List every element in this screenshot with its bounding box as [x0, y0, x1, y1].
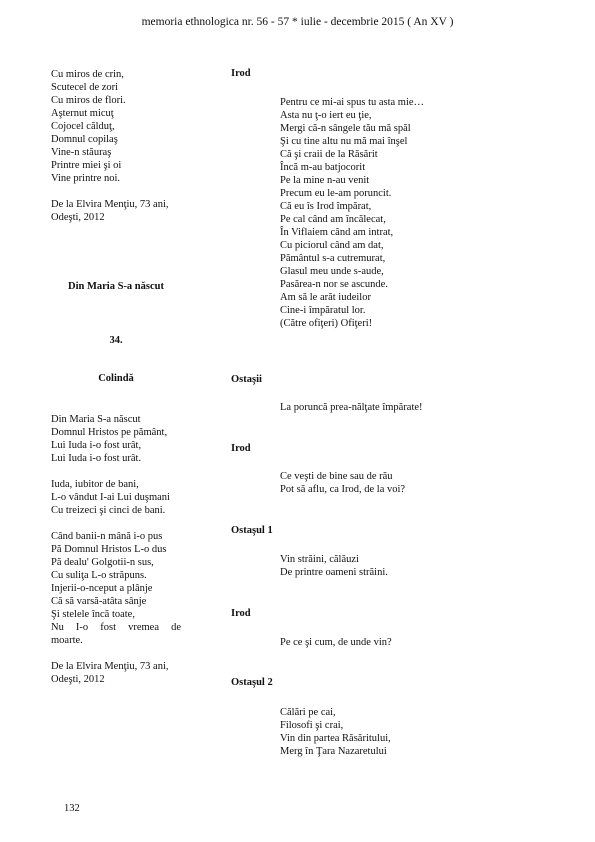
verse-line: Filosofi şi crai, — [280, 720, 344, 731]
verse-line: Scutecel de zori — [51, 82, 119, 93]
speech-block — [280, 706, 391, 758]
verse-line: Pă dealu' Golgotii-n sus, — [51, 557, 154, 568]
verse-line: Nu I-o fost vremea de — [51, 622, 181, 633]
verse-line: Pământul s-a cutremurat, — [280, 253, 386, 264]
page-header: memoria ethnologica nr. 56 - 57 * iulie - decembrie 2015 ( An XV ) — [141, 16, 454, 28]
speaker-heading: Irod — [231, 608, 251, 619]
verse-line: Lui Iuda i-o fost urât. — [51, 453, 142, 464]
verse-line: Lui Iuda i-o fost urât, — [51, 440, 142, 451]
verse-line: La poruncă prea-nălţate împărate! — [280, 402, 423, 413]
source-line: Odeşti, 2012 — [51, 212, 105, 223]
verse-line: Iuda, iubitor de bani, — [51, 479, 139, 490]
speaker-heading: Irod — [231, 68, 251, 79]
source-note — [51, 198, 181, 224]
speech-block — [280, 401, 423, 414]
poem-fragment — [51, 68, 181, 185]
verse-line: Printre miei şi oi — [51, 160, 122, 171]
verse-line: Că eu îs Irod împărat, — [280, 201, 372, 212]
song-title: Colindă — [98, 373, 134, 384]
verse-line: L-o vândut I-ai Lui duşmani — [51, 492, 170, 503]
verse-line: Vin străini, călăuzi — [280, 554, 359, 565]
verse-line: Cu suliţa L-o străpuns. — [51, 570, 147, 581]
verse-line: Încă m-au batjocorit — [280, 162, 366, 173]
verse-line: Vine printre noi. — [51, 173, 121, 184]
verse-line: Pă Domnul Hristos L-o dus — [51, 544, 167, 555]
verse-line: Domnul Hristos pe pământ, — [51, 427, 168, 438]
section-title: Din Maria S-a născut — [68, 281, 164, 292]
verse-line: Cu miros de crin, — [51, 69, 124, 80]
verse-line: Pe la mine n-au venit — [280, 175, 370, 186]
verse-line: moarte. — [51, 635, 83, 646]
verse-line: Mergi că-n sângele tău mă spăl — [280, 123, 411, 134]
verse-line: Şi stelele încă toate, — [51, 609, 135, 620]
left-column — [51, 68, 181, 224]
verse-line: Ce veşti de bine sau de rău — [280, 471, 393, 482]
verse-line: Am să le arăt iudeilor — [280, 292, 371, 303]
stanza — [51, 413, 181, 465]
verse-line: Vin din partea Răsăritului, — [280, 733, 391, 744]
verse-line: Că să varsă-atâta sânje — [51, 596, 147, 607]
verse-line: Din Maria S-a născut — [51, 414, 141, 425]
source-line: De la Elvira Menţiu, 73 ani, — [51, 661, 169, 672]
verse-line: Asta nu ţ-o iert eu ţie, — [280, 110, 372, 121]
verse-line: Cine-i împăratul lor. — [280, 305, 366, 316]
verse-line: Când banii-n mână i-o pus — [51, 531, 163, 542]
speaker-heading: Irod — [231, 443, 251, 454]
speaker-heading: Ostaşul 1 — [231, 525, 273, 536]
verse-line: Şi cu tine altu nu mă mai înşel — [280, 136, 408, 147]
verse-line: Precum eu le-am poruncit. — [280, 188, 392, 199]
source-line: Odeşti, 2012 — [51, 674, 105, 685]
song-number: 34. — [109, 335, 123, 346]
verse-line: Călări pe cai, — [280, 707, 336, 718]
verse-line: Pe cal când am încălecat, — [280, 214, 386, 225]
speech-block — [280, 470, 405, 496]
verse-line: Vine-n stăuraş — [51, 147, 112, 158]
verse-line: Cu piciorul când am dat, — [280, 240, 384, 251]
verse-line: De printre oameni străini. — [280, 567, 388, 578]
verse-line: Cojocel călduţ, — [51, 121, 115, 132]
page-number: 132 — [64, 803, 80, 814]
colinda-text — [51, 413, 181, 686]
verse-line: Glasul meu unde s-aude, — [280, 266, 384, 277]
verse-line: (Către ofiţeri) Ofiţeri! — [280, 318, 373, 329]
verse-line: Cu treizeci şi cinci de bani. — [51, 505, 166, 516]
source-note — [51, 660, 181, 686]
verse-line: Injerii-o-nceput a plânje — [51, 583, 153, 594]
verse-line: Pe ce şi cum, de unde vin? — [280, 637, 392, 648]
stanza — [51, 478, 181, 517]
verse-line: Pasărea-n nor se ascunde. — [280, 279, 388, 290]
stanza — [51, 530, 181, 647]
speech-block — [280, 636, 392, 649]
source-line: De la Elvira Menţiu, 73 ani, — [51, 199, 169, 210]
verse-line: În Viflaiem când am intrat, — [280, 227, 394, 238]
verse-line: Că şi craii de la Răsărit — [280, 149, 378, 160]
verse-line: Cu miros de flori. — [51, 95, 126, 106]
speaker-heading: Ostaşii — [231, 374, 262, 385]
verse-line: Aşternut micuţ — [51, 108, 114, 119]
speech-block — [280, 553, 388, 579]
verse-line: Merg în Ţara Nazaretului — [280, 746, 387, 757]
verse-line: Pentru ce mi-ai spus tu asta mie… — [280, 97, 425, 108]
speech-block — [280, 96, 424, 330]
verse-line: Pot să aflu, ca Irod, de la voi? — [280, 484, 406, 495]
speaker-heading: Ostaşul 2 — [231, 677, 273, 688]
verse-line: Domnul copilaş — [51, 134, 118, 145]
